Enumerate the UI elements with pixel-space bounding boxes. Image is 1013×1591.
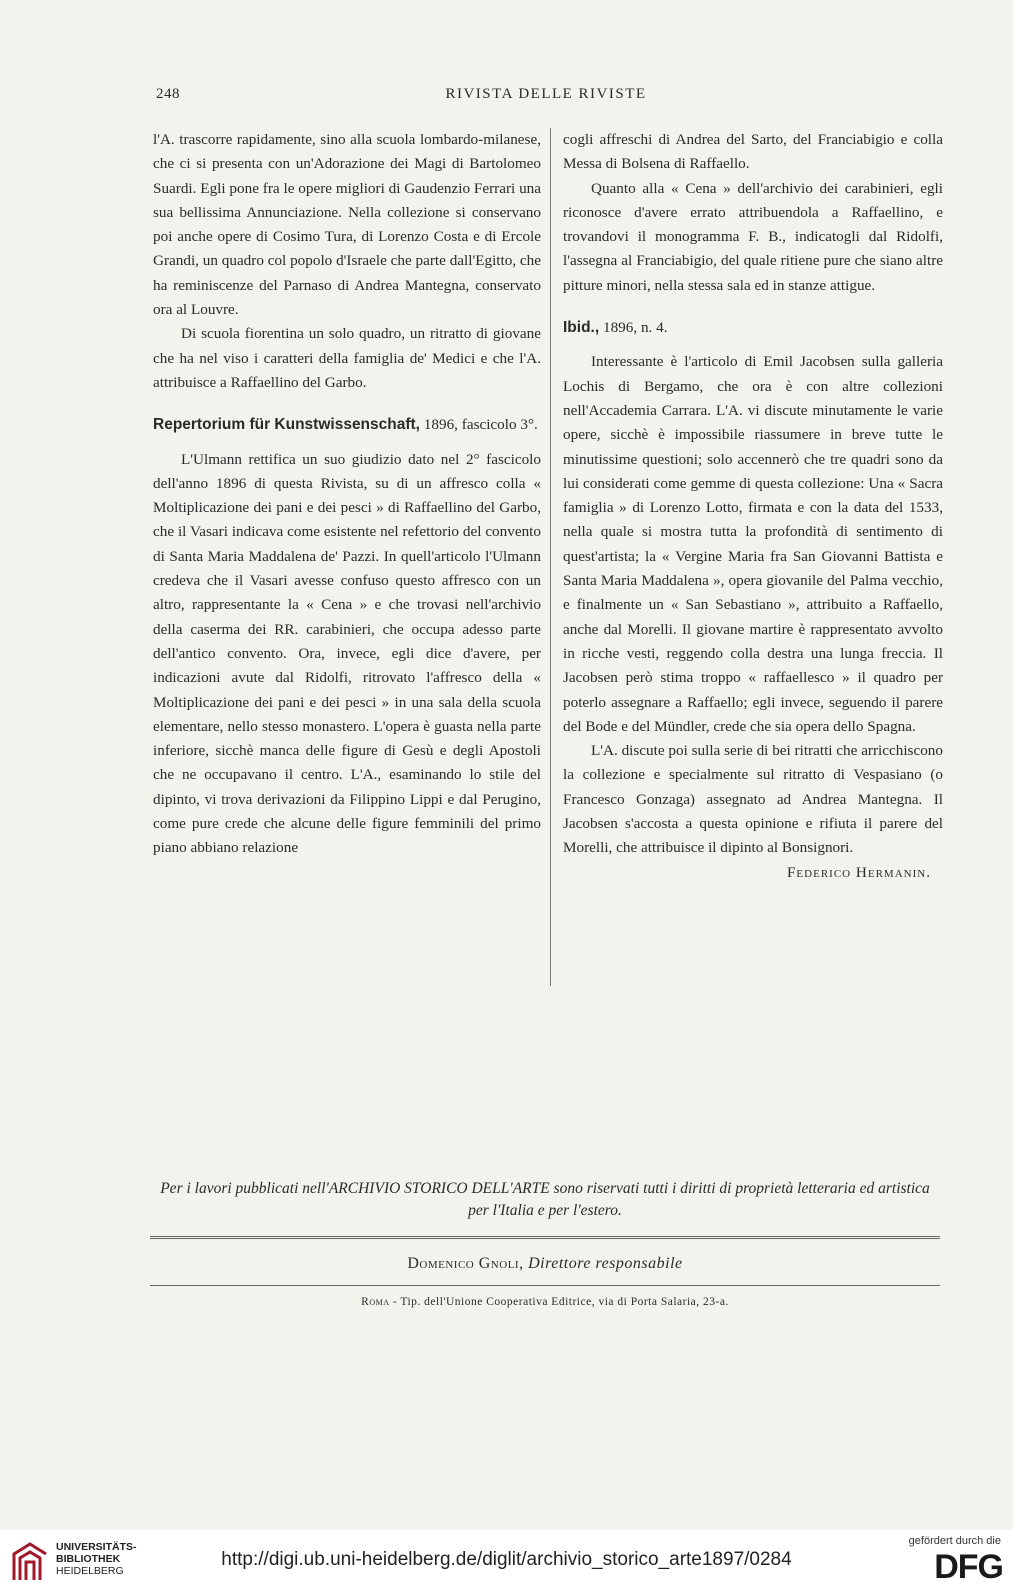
left-column: [153, 128, 541, 861]
source-url-link[interactable]: http://digi.ub.uni-heidelberg.de/diglit/archivio_storico_arte1897/0284: [221, 1549, 792, 1570]
left-paragraph-1: l'A. trascorre rapidamente, sino alla scuola lombardo-milanese, che ci si presenta con un'Adorazione dei Magi di Bartolomeo Suardi. Egli pone fra le opere migliori di Gaudenzio Ferrari una sua bellissima Annunciazione. Nella collezione si conservano poi anche opere di Cosimo Tura, di Lorenzo Costa e di Ercole Grandi, un quadro col popolo d'Israele che parte dall'Egitto, che ha reminiscenze del Parnaso di Andrea Mantegna, conservato ora al Louvre.: [153, 131, 541, 319]
printer-line: [150, 1296, 940, 1308]
left-paragraph-2: Di scuola fiorentina un solo quadro, un ritratto di giovane che ha nel viso i caratteri della famiglia de' Medici e che l'A. attribuisce a Raffaellino del Garbo.: [153, 325, 541, 391]
library-line-1: UNIVERSITÄTS-: [56, 1541, 137, 1553]
section-heading-repertorium: [153, 413, 541, 437]
section-subtitle: 1896, n. 4.: [599, 319, 668, 337]
dfg-logo: DFG: [934, 1548, 1003, 1586]
library-line-3: HEIDELBERG: [56, 1565, 124, 1577]
printer-city: Roma: [361, 1296, 390, 1308]
right-paragraph-3: Interessante è l'articolo di Emil Jacobsen sulla galleria Lochis di Bergamo, che ora è con altre collezioni nell'Accademia Carrara. L'A. vi discute minutamente le varie opere, sicchè è impossibile riassumere in breve tutte le minutissime questioni; solo accennerò che tre quadri sono da lui considerati come gemme di questa collezione: Una « Sacra famiglia » di Lorenzo Lotto, firmata e con la data del 1533, nella quale si mostra tutta la profondità di sentimento di quest'artista; la « Vergine Maria fra San Giovanni Battista e Santa Maria Maddalena », opera giovanile del Palma vecchio, e finalmente un « San Sebastiano », attribuito a Raffaello, anche dal Morelli. Il giovane martire è rappresentato avvolto in ricche vesti, reggendo colla destra una lunga freccia. Il Jacobsen però stima troppo « raffaellesco » il quadro per poterlo assegnare a Raffaello; egli invece, seguendo il parere del Bode e del Mündler, crede che sia opera dello Spagna.: [563, 353, 943, 735]
footer-rule-bottom: [150, 1285, 940, 1286]
column-divider: [550, 128, 551, 986]
director-name: Domenico Gnoli,: [407, 1255, 524, 1272]
section-heading-ibid: [563, 316, 943, 340]
director-role: Direttore responsabile: [523, 1255, 683, 1272]
funding-label: gefördert durch die: [908, 1535, 1001, 1547]
section-title: Repertorium für Kunstwissenschaft,: [153, 416, 420, 434]
right-paragraph-1: cogli affreschi di Andrea del Sarto, del Franciabigio e colla Messa di Bolsena di Raffaello.: [563, 131, 943, 173]
right-paragraph-4: L'A. discute poi sulla serie di bei ritratti che arricchiscono la collezione e specialmente sul ritratto di Vespasiano (o Francesco Gonzaga) assegnato ad Andrea Mantegna. Il Jacobsen s'accosta a questa opinione e rifiuta il parere del Morelli, che attribuisce il dipinto al Bonsignori.: [563, 742, 943, 857]
left-paragraph-3: L'Ulmann rettifica un suo giudizio dato nel 2° fascicolo dell'anno 1896 di questa Rivista, su di un affresco colla « Moltiplicazione dei pani e dei pesci » di Raffaellino del Garbo, che il Vasari indicava come esistente nel refettorio del convento di Santa Maria Maddalena de' Pazzi. In quell'articolo l'Ulmann credeva che il Vasari avesse confuso questo affresco con un altro, rappresentante la « Cena » e che trovasi nell'archivio della caserma dei RR. carabinieri, che occupa adesso parte dell'antico convento. Ora, invece, egli dice d'avere, per indicazioni avute dal Ridolfi, ritrovato l'affresco della « Moltiplicazione dei pani e dei pesci » in una sala della scuola elementare, nello stesso monastero. L'opera è guasta nella parte inferiore, sicchè manca delle figure di Gesù e degli Apostoli che ne occupavano il centro. L'A., esaminando lo stile del dipinto, vi trova derivazioni da Filippino Lippi e dal Perugino, come pure crede che alcune delle figure femminili del primo piano abbiano relazione: [153, 450, 541, 857]
footer-rule-top: [150, 1236, 940, 1239]
right-paragraph-2: Quanto alla « Cena » dell'archivio dei carabinieri, egli riconosce d'avere errato attribuendola a Raffaellino, e trovandovi il monogramma F. B., indicatogli dal Ridolfi, l'assegna al Franciabigio, del quale ritiene pure che siano altre pitture minori, nella stessa sala ed in stanze attigue.: [563, 179, 943, 294]
page-number: 248: [156, 86, 180, 102]
director-line: [150, 1255, 940, 1273]
running-title: RIVISTA DELLE RIVISTE: [445, 86, 647, 102]
section-subtitle: 1896, fascicolo 3°.: [420, 416, 538, 434]
printer-details: - Tip. dell'Unione Cooperativa Editrice, via di Porta Salaria, 23-a.: [389, 1296, 729, 1308]
library-line-2: BIBLIOTHEK: [56, 1553, 121, 1565]
rights-notice: Per i lavori pubblicati nell'ARCHIVIO STORICO DELL'ARTE sono riservati tutti i diritti di proprietà letteraria ed artistica per l'Italia e per l'estero.: [160, 1180, 930, 1219]
author-signature: Federico Hermanin.: [786, 863, 931, 881]
section-title: Ibid.,: [563, 319, 600, 337]
right-column: [563, 128, 943, 885]
running-head: [156, 86, 936, 108]
